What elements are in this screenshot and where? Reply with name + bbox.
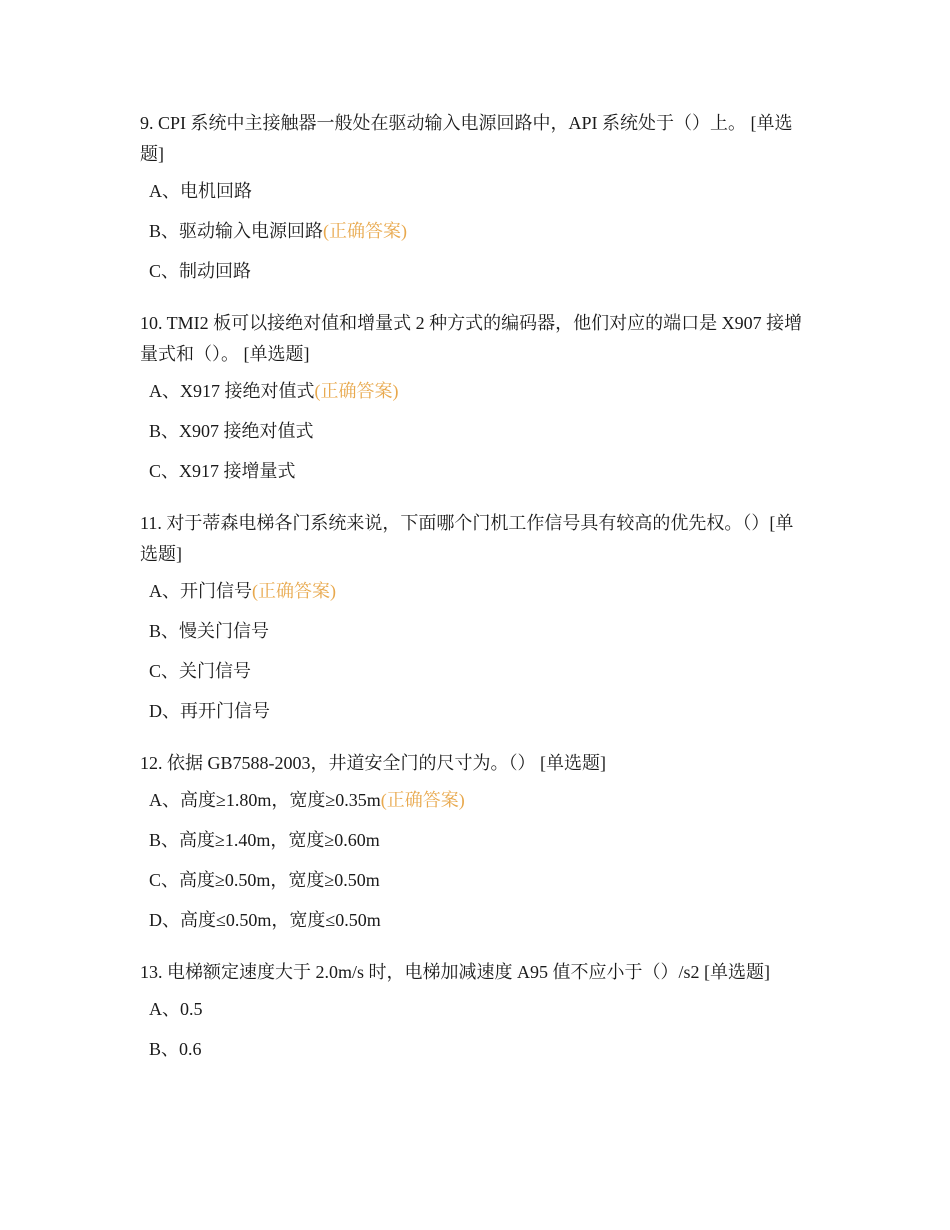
question-12 bbox=[140, 748, 810, 931]
option-c bbox=[140, 460, 810, 482]
option-label: B、0.6 bbox=[149, 1039, 202, 1059]
question-text: 9. CPI 系统中主接触器一般处在驱动输入电源回路中，API 系统处于（）上。 [单选题] bbox=[140, 113, 793, 164]
option-c bbox=[140, 260, 810, 282]
option-label: C、制动回路 bbox=[149, 261, 252, 281]
option-label: A、0.5 bbox=[149, 999, 203, 1019]
question-text: 10. TMI2 板可以接绝对值和增量式 2 种方式的编码器，他们对应的端口是 X907 接增量式和（）。 [单选题] bbox=[140, 313, 803, 364]
option-a bbox=[140, 380, 810, 402]
option-label: A、高度≥1.80m，宽度≥0.35m bbox=[149, 790, 381, 810]
correct-answer-mark: (正确答案) bbox=[252, 581, 336, 601]
option-label: A、电机回路 bbox=[149, 181, 252, 201]
option-a bbox=[140, 580, 810, 602]
question-text: 11. 对于蒂森电梯各门系统来说，下面哪个门机工作信号具有较高的优先权。（）[单选题] bbox=[140, 513, 794, 564]
option-label: A、X917 接绝对值式 bbox=[149, 381, 315, 401]
option-label: C、高度≥0.50m，宽度≥0.50m bbox=[149, 870, 380, 890]
option-d bbox=[140, 700, 810, 722]
question-11 bbox=[140, 508, 810, 722]
option-label: B、X907 接绝对值式 bbox=[149, 421, 314, 441]
option-a bbox=[140, 180, 810, 202]
option-c bbox=[140, 660, 810, 682]
correct-answer-mark: (正确答案) bbox=[380, 790, 465, 810]
correct-answer-mark: (正确答案) bbox=[323, 221, 408, 241]
option-b bbox=[140, 1038, 810, 1060]
question-9 bbox=[140, 108, 810, 282]
option-label: C、关门信号 bbox=[149, 661, 252, 681]
option-label: B、慢关门信号 bbox=[149, 621, 270, 641]
option-b bbox=[140, 420, 810, 442]
option-a bbox=[140, 998, 810, 1020]
document-page bbox=[140, 108, 810, 1078]
option-c bbox=[140, 869, 810, 891]
option-label: A、开门信号 bbox=[149, 581, 252, 601]
option-label: B、高度≥1.40m，宽度≥0.60m bbox=[149, 830, 380, 850]
option-label: D、再开门信号 bbox=[149, 701, 270, 721]
question-13 bbox=[140, 957, 810, 1060]
option-d bbox=[140, 909, 810, 931]
option-b bbox=[140, 220, 810, 242]
option-label: C、X917 接增量式 bbox=[149, 461, 296, 481]
question-10 bbox=[140, 308, 810, 482]
option-label: D、高度≤0.50m，宽度≤0.50m bbox=[149, 910, 381, 930]
option-b bbox=[140, 620, 810, 642]
option-label: B、驱动输入电源回路 bbox=[149, 221, 324, 241]
option-b bbox=[140, 829, 810, 851]
option-a bbox=[140, 789, 810, 811]
question-text: 12. 依据 GB7588-2003，井道安全门的尺寸为。（） [单选题] bbox=[140, 753, 606, 773]
correct-answer-mark: (正确答案) bbox=[314, 381, 399, 401]
question-text: 13. 电梯额定速度大于 2.0m/s 时，电梯加减速度 A95 值不应小于（）/s2 [单选题] bbox=[140, 962, 770, 982]
